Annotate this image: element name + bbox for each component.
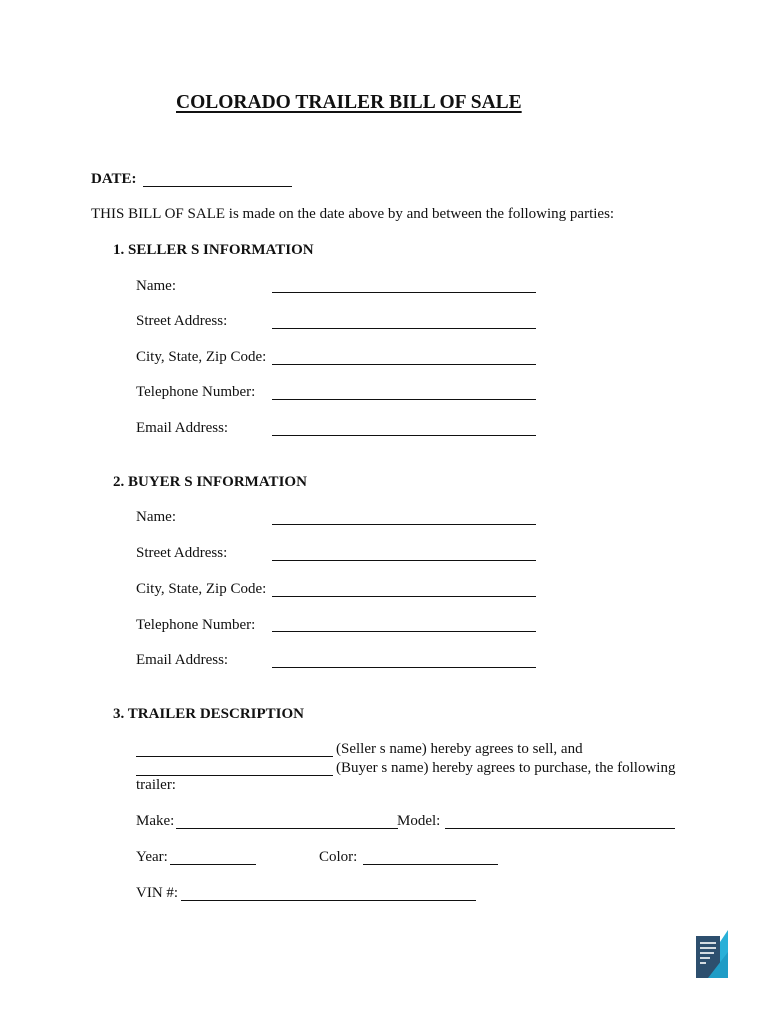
year-field[interactable] [170, 864, 256, 865]
make-label: Make: [136, 813, 175, 829]
model-field[interactable] [445, 828, 675, 829]
make-field[interactable] [176, 828, 398, 829]
trailer-heading: 3. TRAILER DESCRIPTION [113, 706, 305, 722]
color-field[interactable] [363, 864, 498, 865]
year-label: Year: [136, 849, 168, 865]
seller-email-field[interactable] [272, 435, 536, 436]
vin-field[interactable] [181, 900, 476, 901]
model-label: Model: [397, 813, 441, 829]
buyer-email-field[interactable] [272, 667, 536, 668]
date-label: DATE: [91, 171, 137, 187]
buyer-street-field[interactable] [272, 560, 536, 561]
color-label: Color: [319, 849, 358, 865]
buyer-phone-field[interactable] [272, 631, 536, 632]
buyer-phone-label: Telephone Number: [136, 617, 256, 633]
document-logo-icon [694, 928, 730, 982]
buyer-street-label: Street Address: [136, 545, 228, 561]
trailer-word: trailer: [136, 777, 176, 793]
seller-phone-field[interactable] [272, 399, 536, 400]
seller-clause: (Seller s name) hereby agrees to sell, and [336, 741, 583, 757]
buyer-city-field[interactable] [272, 596, 536, 597]
vin-label: VIN #: [136, 885, 179, 901]
buyer-name-blank[interactable] [136, 775, 333, 776]
seller-name-label: Name: [136, 278, 176, 294]
seller-email-label: Email Address: [136, 420, 229, 436]
seller-heading: 1. SELLER S INFORMATION [113, 242, 314, 258]
document-title: COLORADO TRAILER BILL OF SALE [176, 92, 522, 113]
buyer-name-field[interactable] [272, 524, 536, 525]
buyer-email-label: Email Address: [136, 652, 229, 668]
intro-text: THIS BILL OF SALE is made on the date above by and between the following parties: [91, 206, 615, 222]
buyer-clause: (Buyer s name) hereby agrees to purchase, the following [336, 760, 676, 776]
seller-city-label: City, State, Zip Code: [136, 349, 267, 365]
buyer-name-label: Name: [136, 509, 176, 525]
seller-name-field[interactable] [272, 292, 536, 293]
buyer-heading: 2. BUYER S INFORMATION [113, 474, 307, 490]
buyer-city-label: City, State, Zip Code: [136, 581, 267, 597]
seller-city-field[interactable] [272, 364, 536, 365]
seller-street-label: Street Address: [136, 313, 228, 329]
seller-phone-label: Telephone Number: [136, 384, 256, 400]
date-field[interactable] [143, 186, 292, 187]
seller-street-field[interactable] [272, 328, 536, 329]
seller-name-blank[interactable] [136, 756, 333, 757]
